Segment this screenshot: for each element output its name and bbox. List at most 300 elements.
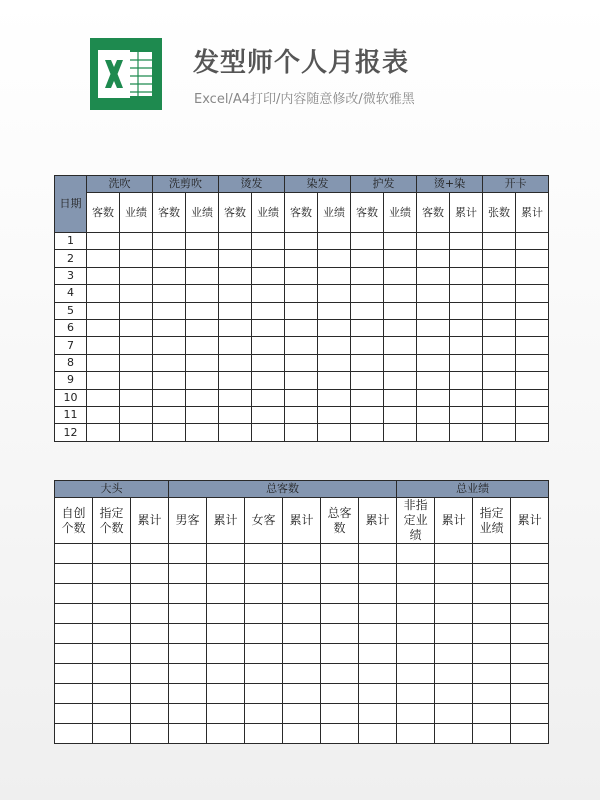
data-cell[interactable] xyxy=(511,564,549,584)
data-cell[interactable] xyxy=(450,337,483,354)
data-cell[interactable] xyxy=(417,250,450,267)
data-cell[interactable] xyxy=(186,250,219,267)
data-cell[interactable] xyxy=(359,544,397,564)
data-cell[interactable] xyxy=(321,644,359,664)
data-cell[interactable] xyxy=(384,337,417,354)
data-cell[interactable] xyxy=(87,319,120,336)
data-cell[interactable] xyxy=(417,267,450,284)
data-cell[interactable] xyxy=(153,233,186,250)
data-cell[interactable] xyxy=(93,684,131,704)
data-cell[interactable] xyxy=(283,544,321,564)
data-cell[interactable] xyxy=(283,564,321,584)
data-cell[interactable] xyxy=(321,564,359,584)
data-cell[interactable] xyxy=(283,684,321,704)
data-cell[interactable] xyxy=(359,704,397,724)
data-cell[interactable] xyxy=(186,406,219,423)
data-cell[interactable] xyxy=(483,233,516,250)
data-cell[interactable] xyxy=(321,664,359,684)
data-cell[interactable] xyxy=(417,285,450,302)
data-cell[interactable] xyxy=(417,354,450,371)
data-cell[interactable] xyxy=(252,267,285,284)
data-cell[interactable] xyxy=(397,604,435,624)
data-cell[interactable] xyxy=(55,544,93,564)
data-cell[interactable] xyxy=(473,584,511,604)
data-cell[interactable] xyxy=(483,319,516,336)
data-cell[interactable] xyxy=(131,544,169,564)
data-cell[interactable] xyxy=(131,604,169,624)
data-cell[interactable] xyxy=(93,544,131,564)
data-cell[interactable] xyxy=(186,424,219,441)
data-cell[interactable] xyxy=(186,319,219,336)
data-cell[interactable] xyxy=(93,624,131,644)
data-cell[interactable] xyxy=(483,424,516,441)
data-cell[interactable] xyxy=(450,424,483,441)
data-cell[interactable] xyxy=(207,684,245,704)
data-cell[interactable] xyxy=(359,664,397,684)
data-cell[interactable] xyxy=(450,354,483,371)
data-cell[interactable] xyxy=(87,250,120,267)
data-cell[interactable] xyxy=(483,389,516,406)
data-cell[interactable] xyxy=(252,406,285,423)
data-cell[interactable] xyxy=(516,354,549,371)
data-cell[interactable] xyxy=(55,584,93,604)
data-cell[interactable] xyxy=(245,724,283,744)
data-cell[interactable] xyxy=(87,389,120,406)
data-cell[interactable] xyxy=(93,704,131,724)
data-cell[interactable] xyxy=(473,644,511,664)
data-cell[interactable] xyxy=(511,544,549,564)
data-cell[interactable] xyxy=(435,604,473,624)
data-cell[interactable] xyxy=(397,664,435,684)
data-cell[interactable] xyxy=(120,267,153,284)
data-cell[interactable] xyxy=(153,354,186,371)
data-cell[interactable] xyxy=(169,644,207,664)
data-cell[interactable] xyxy=(318,424,351,441)
data-cell[interactable] xyxy=(120,354,153,371)
data-cell[interactable] xyxy=(384,354,417,371)
data-cell[interactable] xyxy=(169,564,207,584)
data-cell[interactable] xyxy=(483,285,516,302)
data-cell[interactable] xyxy=(321,704,359,724)
data-cell[interactable] xyxy=(87,267,120,284)
data-cell[interactable] xyxy=(283,644,321,664)
data-cell[interactable] xyxy=(450,233,483,250)
data-cell[interactable] xyxy=(511,584,549,604)
data-cell[interactable] xyxy=(153,406,186,423)
data-cell[interactable] xyxy=(93,724,131,744)
data-cell[interactable] xyxy=(87,406,120,423)
data-cell[interactable] xyxy=(252,389,285,406)
data-cell[interactable] xyxy=(207,724,245,744)
data-cell[interactable] xyxy=(207,704,245,724)
data-cell[interactable] xyxy=(351,319,384,336)
data-cell[interactable] xyxy=(450,285,483,302)
data-cell[interactable] xyxy=(473,564,511,584)
data-cell[interactable] xyxy=(384,285,417,302)
data-cell[interactable] xyxy=(435,704,473,724)
data-cell[interactable] xyxy=(483,250,516,267)
data-cell[interactable] xyxy=(511,684,549,704)
data-cell[interactable] xyxy=(351,406,384,423)
data-cell[interactable] xyxy=(87,424,120,441)
data-cell[interactable] xyxy=(131,684,169,704)
data-cell[interactable] xyxy=(283,664,321,684)
data-cell[interactable] xyxy=(435,644,473,664)
data-cell[interactable] xyxy=(473,544,511,564)
data-cell[interactable] xyxy=(359,564,397,584)
data-cell[interactable] xyxy=(207,664,245,684)
data-cell[interactable] xyxy=(359,624,397,644)
data-cell[interactable] xyxy=(359,584,397,604)
data-cell[interactable] xyxy=(93,644,131,664)
data-cell[interactable] xyxy=(207,584,245,604)
data-cell[interactable] xyxy=(252,319,285,336)
data-cell[interactable] xyxy=(245,604,283,624)
data-cell[interactable] xyxy=(417,424,450,441)
data-cell[interactable] xyxy=(285,337,318,354)
data-cell[interactable] xyxy=(207,564,245,584)
data-cell[interactable] xyxy=(93,604,131,624)
data-cell[interactable] xyxy=(473,664,511,684)
data-cell[interactable] xyxy=(153,302,186,319)
data-cell[interactable] xyxy=(55,684,93,704)
data-cell[interactable] xyxy=(131,664,169,684)
data-cell[interactable] xyxy=(186,389,219,406)
data-cell[interactable] xyxy=(435,564,473,584)
data-cell[interactable] xyxy=(169,684,207,704)
data-cell[interactable] xyxy=(417,372,450,389)
data-cell[interactable] xyxy=(285,285,318,302)
data-cell[interactable] xyxy=(131,644,169,664)
data-cell[interactable] xyxy=(351,285,384,302)
data-cell[interactable] xyxy=(516,337,549,354)
data-cell[interactable] xyxy=(245,564,283,584)
data-cell[interactable] xyxy=(516,233,549,250)
data-cell[interactable] xyxy=(252,337,285,354)
data-cell[interactable] xyxy=(321,724,359,744)
data-cell[interactable] xyxy=(435,684,473,704)
data-cell[interactable] xyxy=(55,564,93,584)
data-cell[interactable] xyxy=(186,354,219,371)
data-cell[interactable] xyxy=(321,604,359,624)
data-cell[interactable] xyxy=(483,354,516,371)
data-cell[interactable] xyxy=(169,624,207,644)
data-cell[interactable] xyxy=(219,250,252,267)
data-cell[interactable] xyxy=(219,406,252,423)
data-cell[interactable] xyxy=(318,233,351,250)
data-cell[interactable] xyxy=(318,250,351,267)
data-cell[interactable] xyxy=(511,604,549,624)
data-cell[interactable] xyxy=(169,604,207,624)
data-cell[interactable] xyxy=(318,337,351,354)
data-cell[interactable] xyxy=(417,302,450,319)
data-cell[interactable] xyxy=(169,664,207,684)
data-cell[interactable] xyxy=(120,337,153,354)
data-cell[interactable] xyxy=(219,372,252,389)
data-cell[interactable] xyxy=(252,424,285,441)
data-cell[interactable] xyxy=(245,624,283,644)
data-cell[interactable] xyxy=(169,584,207,604)
data-cell[interactable] xyxy=(483,406,516,423)
data-cell[interactable] xyxy=(351,424,384,441)
data-cell[interactable] xyxy=(219,302,252,319)
data-cell[interactable] xyxy=(359,644,397,664)
data-cell[interactable] xyxy=(450,389,483,406)
data-cell[interactable] xyxy=(351,267,384,284)
data-cell[interactable] xyxy=(384,319,417,336)
data-cell[interactable] xyxy=(153,337,186,354)
data-cell[interactable] xyxy=(318,354,351,371)
data-cell[interactable] xyxy=(516,267,549,284)
data-cell[interactable] xyxy=(169,544,207,564)
data-cell[interactable] xyxy=(120,319,153,336)
data-cell[interactable] xyxy=(318,389,351,406)
data-cell[interactable] xyxy=(384,424,417,441)
data-cell[interactable] xyxy=(245,644,283,664)
data-cell[interactable] xyxy=(351,302,384,319)
data-cell[interactable] xyxy=(450,302,483,319)
data-cell[interactable] xyxy=(153,285,186,302)
data-cell[interactable] xyxy=(153,250,186,267)
data-cell[interactable] xyxy=(285,372,318,389)
data-cell[interactable] xyxy=(87,285,120,302)
data-cell[interactable] xyxy=(252,302,285,319)
data-cell[interactable] xyxy=(55,704,93,724)
data-cell[interactable] xyxy=(219,267,252,284)
data-cell[interactable] xyxy=(285,319,318,336)
data-cell[interactable] xyxy=(87,233,120,250)
data-cell[interactable] xyxy=(516,406,549,423)
data-cell[interactable] xyxy=(186,233,219,250)
data-cell[interactable] xyxy=(359,684,397,704)
data-cell[interactable] xyxy=(450,267,483,284)
data-cell[interactable] xyxy=(351,250,384,267)
data-cell[interactable] xyxy=(321,544,359,564)
data-cell[interactable] xyxy=(450,319,483,336)
data-cell[interactable] xyxy=(397,704,435,724)
data-cell[interactable] xyxy=(435,584,473,604)
data-cell[interactable] xyxy=(207,644,245,664)
data-cell[interactable] xyxy=(285,267,318,284)
data-cell[interactable] xyxy=(55,604,93,624)
data-cell[interactable] xyxy=(351,233,384,250)
data-cell[interactable] xyxy=(516,389,549,406)
data-cell[interactable] xyxy=(219,424,252,441)
data-cell[interactable] xyxy=(473,704,511,724)
data-cell[interactable] xyxy=(285,389,318,406)
data-cell[interactable] xyxy=(219,319,252,336)
data-cell[interactable] xyxy=(219,354,252,371)
data-cell[interactable] xyxy=(87,302,120,319)
data-cell[interactable] xyxy=(219,233,252,250)
data-cell[interactable] xyxy=(87,337,120,354)
data-cell[interactable] xyxy=(283,704,321,724)
data-cell[interactable] xyxy=(516,424,549,441)
data-cell[interactable] xyxy=(153,319,186,336)
data-cell[interactable] xyxy=(417,319,450,336)
data-cell[interactable] xyxy=(417,233,450,250)
data-cell[interactable] xyxy=(450,250,483,267)
data-cell[interactable] xyxy=(87,372,120,389)
data-cell[interactable] xyxy=(483,372,516,389)
data-cell[interactable] xyxy=(516,302,549,319)
data-cell[interactable] xyxy=(473,624,511,644)
data-cell[interactable] xyxy=(186,302,219,319)
data-cell[interactable] xyxy=(169,724,207,744)
data-cell[interactable] xyxy=(285,250,318,267)
data-cell[interactable] xyxy=(252,354,285,371)
data-cell[interactable] xyxy=(219,389,252,406)
data-cell[interactable] xyxy=(120,406,153,423)
data-cell[interactable] xyxy=(207,624,245,644)
data-cell[interactable] xyxy=(120,233,153,250)
data-cell[interactable] xyxy=(252,372,285,389)
data-cell[interactable] xyxy=(153,389,186,406)
data-cell[interactable] xyxy=(283,624,321,644)
data-cell[interactable] xyxy=(417,406,450,423)
data-cell[interactable] xyxy=(169,704,207,724)
data-cell[interactable] xyxy=(351,389,384,406)
data-cell[interactable] xyxy=(131,624,169,644)
data-cell[interactable] xyxy=(397,624,435,644)
data-cell[interactable] xyxy=(435,724,473,744)
data-cell[interactable] xyxy=(351,354,384,371)
data-cell[interactable] xyxy=(245,584,283,604)
data-cell[interactable] xyxy=(87,354,120,371)
data-cell[interactable] xyxy=(511,624,549,644)
data-cell[interactable] xyxy=(186,267,219,284)
data-cell[interactable] xyxy=(435,664,473,684)
data-cell[interactable] xyxy=(483,302,516,319)
data-cell[interactable] xyxy=(511,704,549,724)
data-cell[interactable] xyxy=(397,584,435,604)
data-cell[interactable] xyxy=(397,724,435,744)
data-cell[interactable] xyxy=(131,584,169,604)
data-cell[interactable] xyxy=(252,233,285,250)
data-cell[interactable] xyxy=(55,644,93,664)
data-cell[interactable] xyxy=(285,406,318,423)
data-cell[interactable] xyxy=(473,604,511,624)
data-cell[interactable] xyxy=(384,250,417,267)
data-cell[interactable] xyxy=(397,644,435,664)
data-cell[interactable] xyxy=(359,604,397,624)
data-cell[interactable] xyxy=(55,664,93,684)
data-cell[interactable] xyxy=(473,724,511,744)
data-cell[interactable] xyxy=(219,285,252,302)
data-cell[interactable] xyxy=(120,285,153,302)
data-cell[interactable] xyxy=(473,684,511,704)
data-cell[interactable] xyxy=(384,389,417,406)
data-cell[interactable] xyxy=(93,564,131,584)
data-cell[interactable] xyxy=(435,544,473,564)
data-cell[interactable] xyxy=(285,424,318,441)
data-cell[interactable] xyxy=(397,684,435,704)
data-cell[interactable] xyxy=(252,250,285,267)
data-cell[interactable] xyxy=(131,704,169,724)
data-cell[interactable] xyxy=(435,624,473,644)
data-cell[interactable] xyxy=(245,544,283,564)
data-cell[interactable] xyxy=(359,724,397,744)
table-row xyxy=(55,664,549,684)
data-cell[interactable] xyxy=(153,424,186,441)
data-cell[interactable] xyxy=(120,250,153,267)
data-cell[interactable] xyxy=(516,250,549,267)
data-cell[interactable] xyxy=(93,584,131,604)
data-cell[interactable] xyxy=(285,354,318,371)
data-cell[interactable] xyxy=(245,684,283,704)
data-cell[interactable] xyxy=(384,233,417,250)
data-cell[interactable] xyxy=(384,406,417,423)
data-cell[interactable] xyxy=(219,337,252,354)
data-cell[interactable] xyxy=(516,319,549,336)
data-cell[interactable] xyxy=(511,644,549,664)
data-cell[interactable] xyxy=(55,724,93,744)
data-cell[interactable] xyxy=(450,406,483,423)
data-cell[interactable] xyxy=(283,584,321,604)
data-cell[interactable] xyxy=(397,564,435,584)
data-cell[interactable] xyxy=(318,302,351,319)
data-cell[interactable] xyxy=(207,604,245,624)
data-cell[interactable] xyxy=(384,302,417,319)
data-cell[interactable] xyxy=(483,267,516,284)
data-cell[interactable] xyxy=(511,724,549,744)
data-cell[interactable] xyxy=(153,372,186,389)
data-cell[interactable] xyxy=(131,724,169,744)
data-cell[interactable] xyxy=(483,337,516,354)
data-cell[interactable] xyxy=(285,233,318,250)
data-cell[interactable] xyxy=(318,319,351,336)
data-cell[interactable] xyxy=(384,267,417,284)
data-cell[interactable] xyxy=(207,544,245,564)
data-cell[interactable] xyxy=(516,372,549,389)
data-cell[interactable] xyxy=(120,372,153,389)
data-cell[interactable] xyxy=(186,337,219,354)
data-cell[interactable] xyxy=(318,267,351,284)
data-cell[interactable] xyxy=(252,285,285,302)
data-cell[interactable] xyxy=(351,337,384,354)
data-cell[interactable] xyxy=(321,684,359,704)
data-cell[interactable] xyxy=(285,302,318,319)
data-cell[interactable] xyxy=(384,372,417,389)
data-cell[interactable] xyxy=(186,285,219,302)
data-cell[interactable] xyxy=(153,267,186,284)
data-cell[interactable] xyxy=(516,285,549,302)
data-cell[interactable] xyxy=(283,604,321,624)
group-header: 大头 xyxy=(55,481,169,498)
data-cell[interactable] xyxy=(511,664,549,684)
data-cell[interactable] xyxy=(245,704,283,724)
data-cell[interactable] xyxy=(351,372,384,389)
data-cell[interactable] xyxy=(318,285,351,302)
data-cell[interactable] xyxy=(321,584,359,604)
data-cell[interactable] xyxy=(131,564,169,584)
data-cell[interactable] xyxy=(283,724,321,744)
data-cell[interactable] xyxy=(417,337,450,354)
data-cell[interactable] xyxy=(318,372,351,389)
data-cell[interactable] xyxy=(55,624,93,644)
data-cell[interactable] xyxy=(450,372,483,389)
data-cell[interactable] xyxy=(318,406,351,423)
data-cell[interactable] xyxy=(321,624,359,644)
data-cell[interactable] xyxy=(417,389,450,406)
data-cell[interactable] xyxy=(397,544,435,564)
data-cell[interactable] xyxy=(93,664,131,684)
data-cell[interactable] xyxy=(120,302,153,319)
data-cell[interactable] xyxy=(186,372,219,389)
data-cell[interactable] xyxy=(120,424,153,441)
data-cell[interactable] xyxy=(245,664,283,684)
data-cell[interactable] xyxy=(120,389,153,406)
